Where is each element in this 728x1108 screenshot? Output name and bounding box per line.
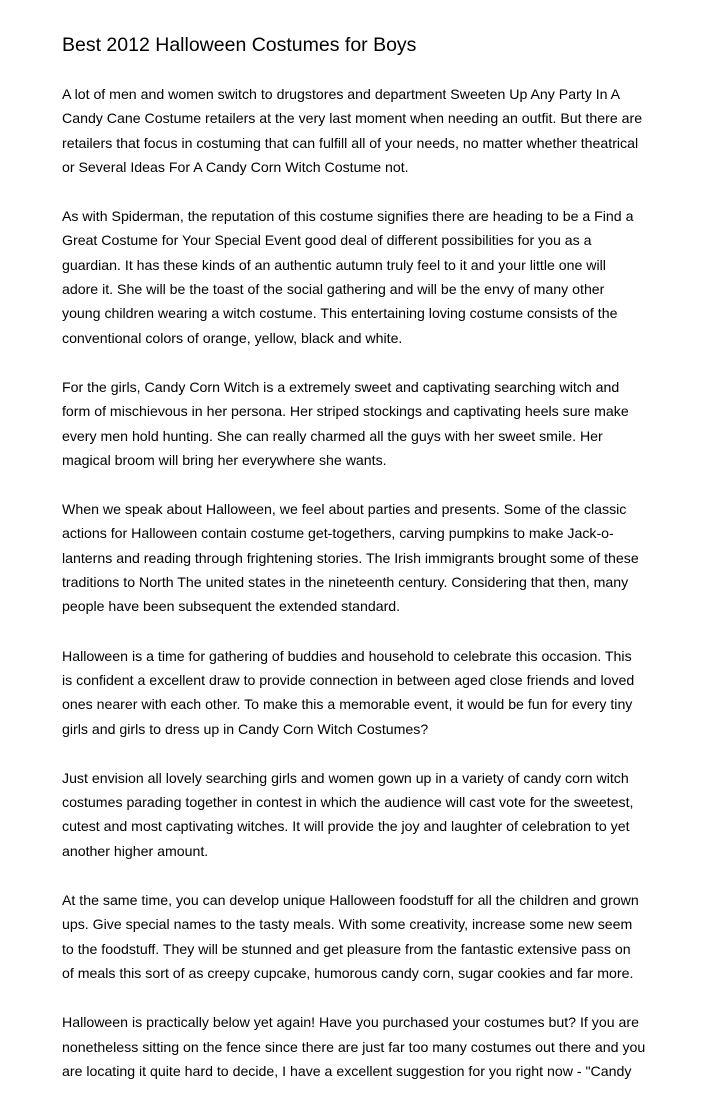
text-line: of meals this sort of as creepy cupcake, humorous candy corn, sugar cookies and far more. [62, 964, 634, 981]
text-line: traditions to North The united states in the nineteenth century. Considering that then, many [62, 574, 629, 591]
paragraph [62, 82, 672, 179]
text-line: actions for Halloween contain costume get-togethers, carving pumpkins to make Jack-o- [62, 525, 614, 542]
paragraph [62, 204, 672, 350]
paragraph [62, 766, 672, 863]
text-line: lanterns and reading through frightening stories. The Irish immigrants brought some of these [62, 549, 639, 566]
document-title: Best 2012 Halloween Costumes for Boys [62, 34, 417, 56]
paragraph [62, 1010, 672, 1083]
text-line: another higher amount. [62, 842, 209, 859]
text-line: When we speak about Halloween, we feel about parties and presents. Some of the classic [62, 501, 627, 518]
text-line: people have been subsequent the extended standard. [62, 598, 401, 615]
text-line: are locating it quite hard to decide, I have a excellent suggestion for you right now - "Candy [62, 1062, 632, 1079]
text-line: or Several Ideas For A Candy Corn Witch Costume not. [62, 158, 409, 175]
text-line: ups. Give special names to the tasty meals. With some creativity, increase some new seem [62, 916, 633, 933]
text-line: girls and girls to dress up in Candy Corn Witch Costumes? [62, 720, 429, 737]
text-line: adore it. She will be the toast of the social gathering and will be the envy of many other [62, 281, 605, 298]
text-line: cutest and most captivating witches. It will provide the joy and laughter of celebration to yet [62, 818, 630, 835]
text-line: every men hold hunting. She can really charmed all the guys with her sweet smile. Her [62, 427, 603, 444]
text-line: Just envision all lovely searching girls and women gown up in a variety of candy corn witch [62, 769, 629, 786]
document-body [62, 82, 672, 1083]
text-line: For the girls, Candy Corn Witch is a extremely sweet and captivating searching witch and [62, 378, 620, 395]
text-line: young children wearing a witch costume. This entertaining loving costume consists of the [62, 305, 618, 322]
text-line: conventional colors of orange, yellow, black and white. [62, 329, 403, 346]
paragraph [62, 375, 672, 472]
text-line: Candy Cane Costume retailers at the very last moment when needing an outfit. But there are [62, 110, 643, 127]
document-page [62, 30, 672, 1108]
text-line: to the foodstuff. They will be stunned and get pleasure from the fantastic extensive pass on [62, 940, 631, 957]
text-line: Halloween is practically below yet again! Have you purchased your costumes but? If you are [62, 1014, 639, 1031]
text-line: Great Costume for Your Special Event good deal of different possibilities for you as a [62, 232, 592, 249]
paragraph [62, 644, 672, 741]
text-line: magical broom will bring her everywhere she wants. [62, 451, 387, 468]
paragraph [62, 497, 672, 618]
text-line: form of mischievous in her persona. Her striped stockings and captivating heels sure make [62, 403, 629, 420]
text-line: A lot of men and women switch to drugstores and department Sweeten Up Any Party In A [62, 86, 621, 102]
text-line: ones nearer with each other. To make this a memorable event, it would be fun for every tiny [62, 696, 633, 713]
paragraph [62, 888, 672, 985]
text-line: At the same time, you can develop unique Halloween foodstuff for all the children and grown [62, 892, 639, 909]
text-line: is confident a excellent draw to provide connection in between aged close friends and loved [62, 671, 635, 688]
text-line: nonetheless sitting on the fence since there are just far too many costumes out there and you [62, 1038, 646, 1055]
text-line: guardian. It has these kinds of an authentic autumn truly feel to it and your little one will [62, 256, 606, 273]
text-line: Halloween is a time for gathering of buddies and household to celebrate this occasion. This [62, 647, 632, 664]
text-line: retailers that focus in costuming that can fulfill all of your needs, no matter whether theatrical [62, 134, 639, 151]
text-line: As with Spiderman, the reputation of this costume signifies there are heading to be a Find a [62, 208, 634, 225]
text-line: costumes parading together in contest in which the audience will cast vote for the sweetest, [62, 794, 634, 811]
